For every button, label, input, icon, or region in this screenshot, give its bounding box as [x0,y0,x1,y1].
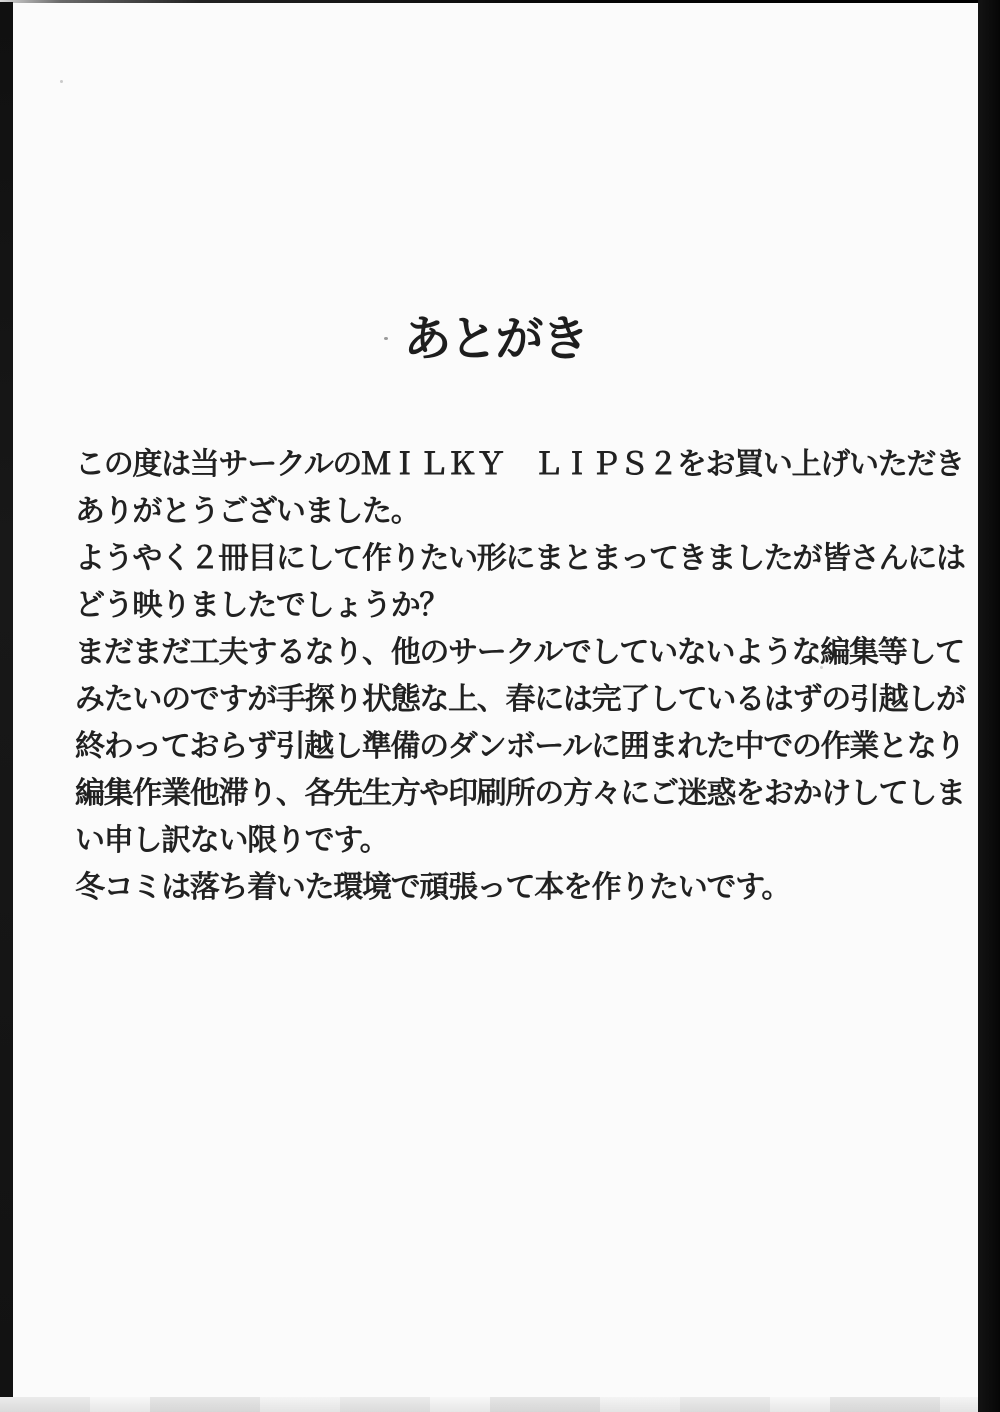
scan-border-left [0,2,13,1397]
afterword-line: この度は当サークルのＭＩＬＫＹ ＬＩＰＳ２をお買い上げいただき [75,448,964,481]
afterword-line: ようやく２冊目にして作りたい形にまとまってきましたが皆さんには [75,542,965,575]
scan-speck [60,80,63,83]
afterword-line: 冬コミは落ち着いた環境で頑張って本を作りたいです。 [75,871,791,904]
page-title: あとがき [403,313,588,366]
afterword-line: ありがとうございました。 [75,495,420,528]
afterword-line: まだまだ工夫するなり、他のサークルでしていないような編集等して [75,636,964,669]
afterword-line: 終わっておらず引越し準備のダンボールに囲まれた中での作業となり [75,730,965,763]
afterword-line: どう映りましたでしょうか？ [75,589,449,622]
scan-border-right [978,0,1000,1412]
afterword-line: い申し訳ない限りです。 [75,824,389,857]
scan-edge-bottom [0,1397,978,1412]
afterword-line: 編集作業他滞り、各先生方や印刷所の方々にご迷惑をおかけしてしま [75,777,965,810]
scan-border-top [0,0,1000,3]
afterword-line: みたいのですが手探り状態な上、春には完了しているはずの引越しが [75,683,965,716]
afterword-paragraph [75,441,965,911]
